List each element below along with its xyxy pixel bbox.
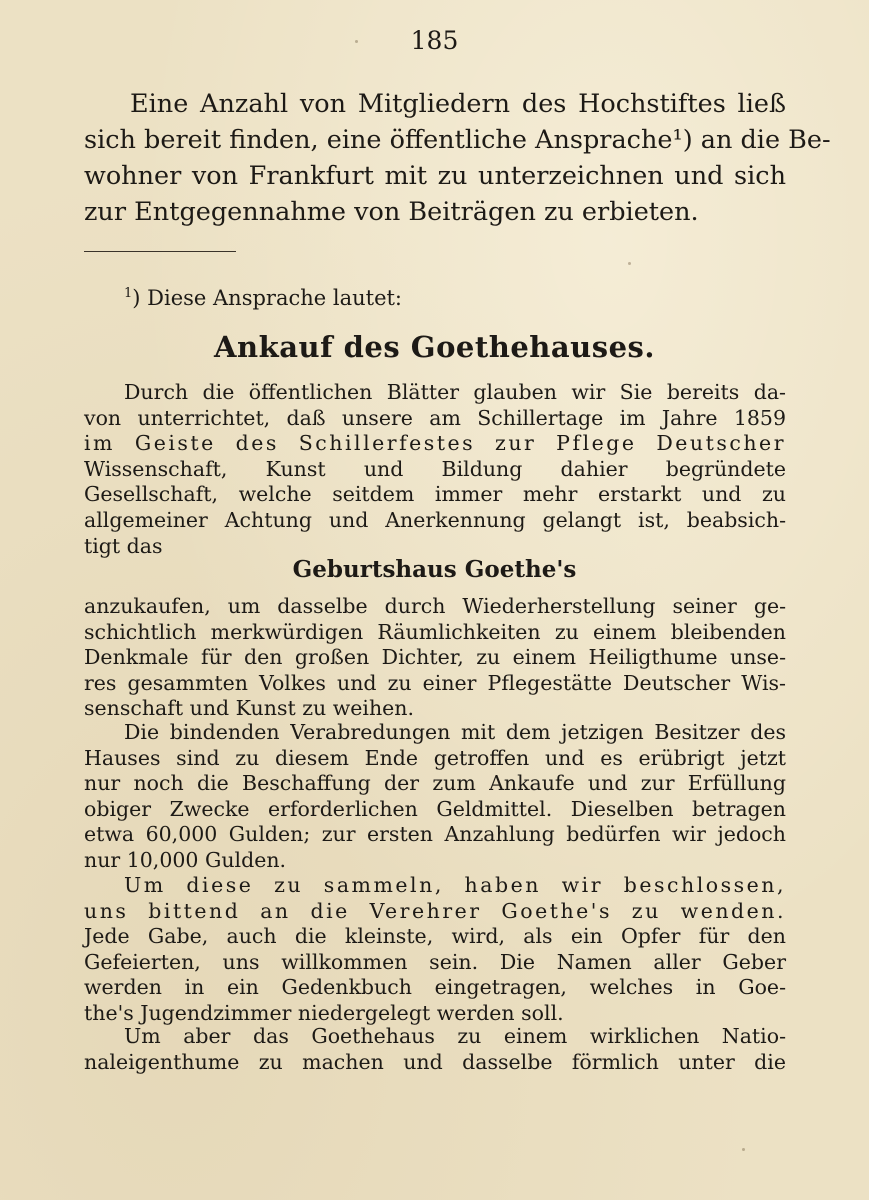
text-line: nur noch die Beschaffung der zum Ankaufe und zur Erfüllung [84,771,786,796]
text-line: uns bittend an die Verehrer Goethe's zu wenden. [84,898,786,923]
text-line: Wissenschaft, Kunst und Bildung dahier begründete [84,456,786,481]
text-line: etwa 60,000 Gulden; zur ersten Anzahlung bedürfen wir jedoch [84,822,786,847]
intro-paragraph [84,86,831,230]
intro-line: sich bereit finden, eine öffentliche Ansprache¹) an die Be- [84,125,831,155]
paper-speck [628,262,631,265]
intro-line: wohner von Frankfurt mit zu unterzeichnen und sich [84,161,786,191]
paragraph-3 [84,720,786,874]
text-line: Durch die öffentlichen Blätter glauben wir Sie bereits da- [124,380,786,404]
text-line: allgemeiner Achtung und Anerkennung gelangt ist, beabsich- [84,507,786,532]
text-line: Gesellschaft, welche seitdem immer mehr erstarkt und zu [84,482,786,507]
article-heading: Ankauf des Goethehauses. [214,330,655,364]
paper-speck [355,40,358,43]
text-line: Hauses sind zu diesem Ende getroffen und es erübrigt jetzt [84,745,786,770]
paragraph-1 [84,380,786,559]
footnote-separator [84,251,236,252]
intro-line: zur Entgegennahme von Beiträgen zu erbieten. [84,197,699,227]
text-line: tigt das [84,533,163,558]
text-line: von unterrichtet, daß unsere am Schillertage im Jahre 1859 [84,405,786,430]
text-line: obiger Zwecke erforderlichen Geldmittel. Dieselben betragen [84,796,786,821]
text-line: Um diese zu sammeln, haben wir beschlossen, [124,873,786,897]
paragraph-4 [84,873,786,1027]
text-line: Gefeierten, uns willkommen sein. Die Namen aller Geber [84,949,786,974]
text-line: im Geiste des Schillerfestes zur Pflege Deutscher [84,431,786,456]
text-line: werden in ein Gedenkbuch eingetragen, welches in Goe- [84,975,786,1000]
text-line: Um aber das Goethehaus zu einem wirklichen Natio- [124,1024,786,1048]
footnote-marker: 1 [124,286,133,301]
text-line: nur 10,000 Gulden. [84,847,287,872]
paragraph-5 [84,1024,786,1075]
text-line: the's Jugendzimmer niedergelegt werden soll. [84,1000,564,1025]
footnote-text: ) Diese Ansprache lautet: [132,286,403,310]
subheading: Geburtshaus Goethe's [292,556,577,583]
paper-speck [742,1148,745,1151]
text-line: Jede Gabe, auch die kleinste, wird, als ein Opfer für den [84,924,786,949]
intro-line: Eine Anzahl von Mitgliedern des Hochstiftes ließ [130,89,786,119]
footnote-label [124,286,402,310]
text-line: res gesammten Volkes und zu einer Pflegestätte Deutscher Wis- [84,670,786,695]
text-line: Die bindenden Verabredungen mit dem jetzigen Besitzer des [124,720,786,744]
text-line: Denkmale für den großen Dichter, zu einem Heiligthume unse- [84,645,786,670]
text-line: naleigenthume zu machen und dasselbe förmlich unter die [84,1049,786,1074]
text-line: schichtlich merkwürdigen Räumlichkeiten zu einem bleibenden [84,619,786,644]
page-number: 185 [410,26,459,55]
text-line: senschaft und Kunst zu weihen. [84,696,415,721]
text-line: anzukaufen, um dasselbe durch Wiederherstellung seiner ge- [84,594,786,618]
paragraph-2 [84,594,786,722]
